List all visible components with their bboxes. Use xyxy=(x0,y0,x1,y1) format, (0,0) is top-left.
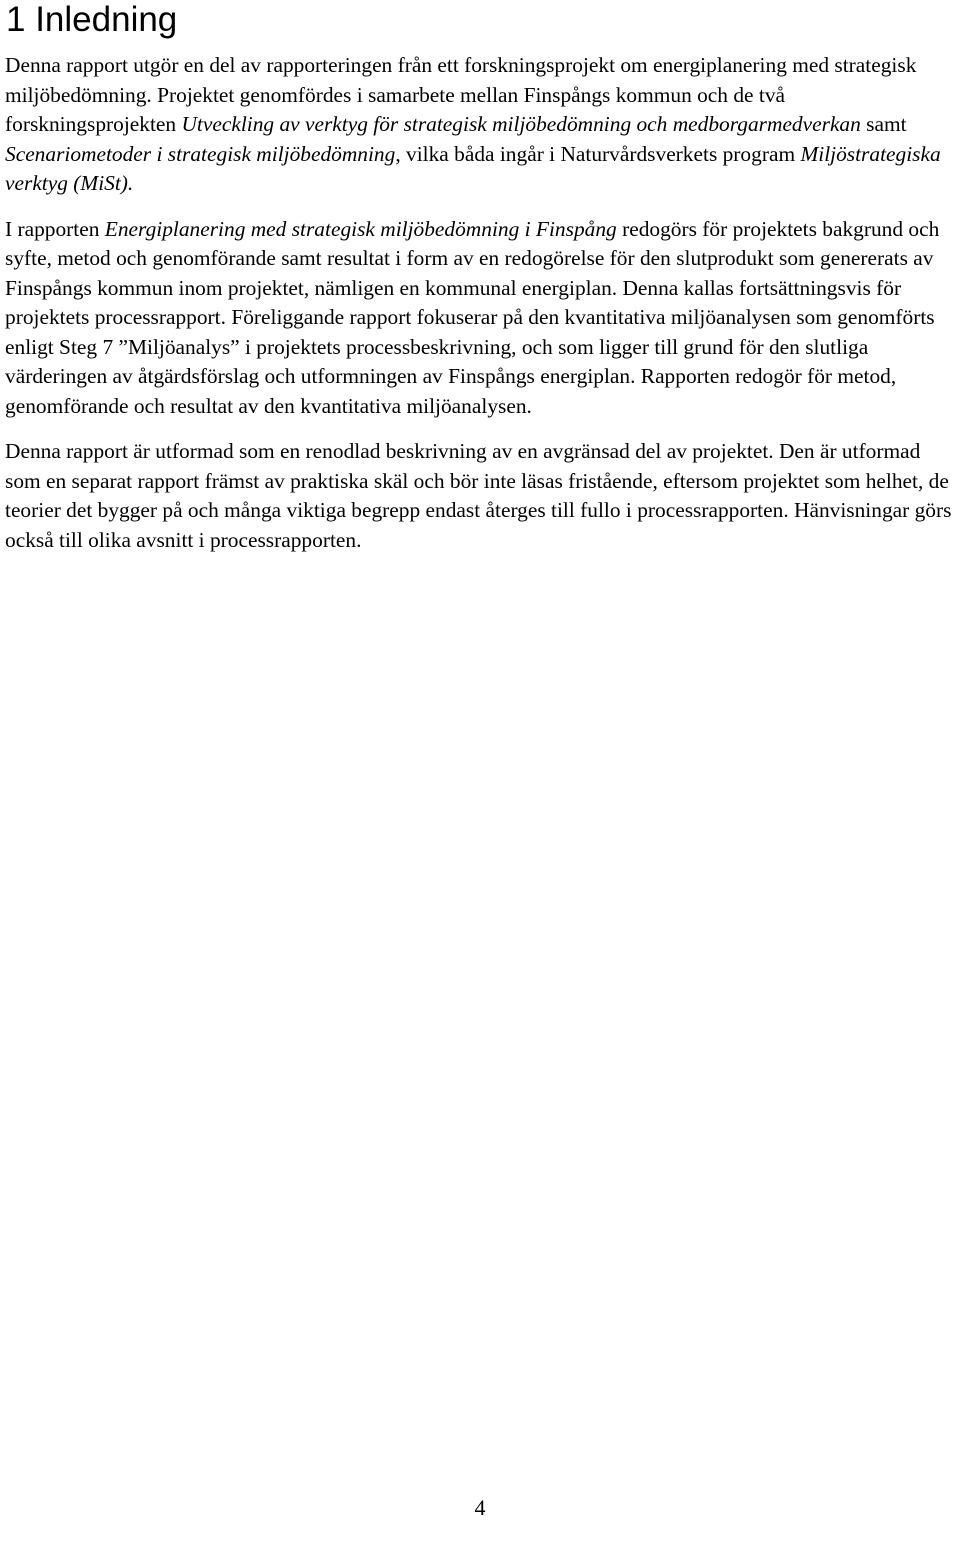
text-run: I rapporten xyxy=(5,216,105,241)
paragraph-report-format: Denna rapport är utformad som en renodlad beskrivning av en avgränsad del av projektet. Den är utformad som en separat rapport främst av praktiska skäl och bör inte läsas fristående, eftersom projektet som helhet, de teorier det bygger på och många viktiga begrepp endast återges till fullo i processrapporten. Hänvisningar görs också till olika avsnitt i processrapporten. xyxy=(5,439,952,552)
section-heading xyxy=(6,0,177,40)
text-run: , vilka båda ingår i Naturvårdsverkets program xyxy=(395,141,801,166)
text-run: redogörs för projektets bakgrund och syfte, metod och genomförande samt resultat i form av en redogörelse för den slutprodukt som genererats av Finspångs kommun inom projektet, nämligen en kommunal energiplan. Denna kallas fortsättningsvis för projektets processrapport. Föreliggande rapport fokuserar på den kvantitativa miljöanalysen som genomförts enligt Steg 7 ”Miljöanalys” i projektets processbeskrivning, och som ligger till grund för den slutliga värderingen av åtgärdsförslag och utformningen av Finspångs energiplan. Rapporten redogör för metod, genomförande och resultat av den kvantitativa miljöanalysen. xyxy=(5,216,940,418)
text-run: samt xyxy=(860,112,907,136)
page-number: 4 xyxy=(474,1495,486,1520)
body-text xyxy=(5,51,960,571)
report-title: Energiplanering med strategisk miljöbedömning i Finspång xyxy=(104,216,617,241)
text-run: Denna rapport utgör en del av rapporteringen från ett forskningsprojekt om energiplanering med strategisk miljöbedömning. Projektet genomfördes i samarbete mellan Finspångs kommun och de två forskningsprojekten xyxy=(5,53,917,136)
section-title: Inledning xyxy=(35,0,178,39)
paragraph-intro xyxy=(5,51,960,199)
project-title-2: Scenariometoder i strategisk miljöbedömning xyxy=(5,141,396,166)
section-number: 1 xyxy=(6,0,26,39)
paragraph-report-scope xyxy=(5,215,960,422)
project-title-1: Utveckling av verktyg för strategisk miljöbedömning och medborgarmedverkan xyxy=(181,112,861,136)
program-title: Miljöstrategiska verktyg (MiSt). xyxy=(5,141,941,195)
